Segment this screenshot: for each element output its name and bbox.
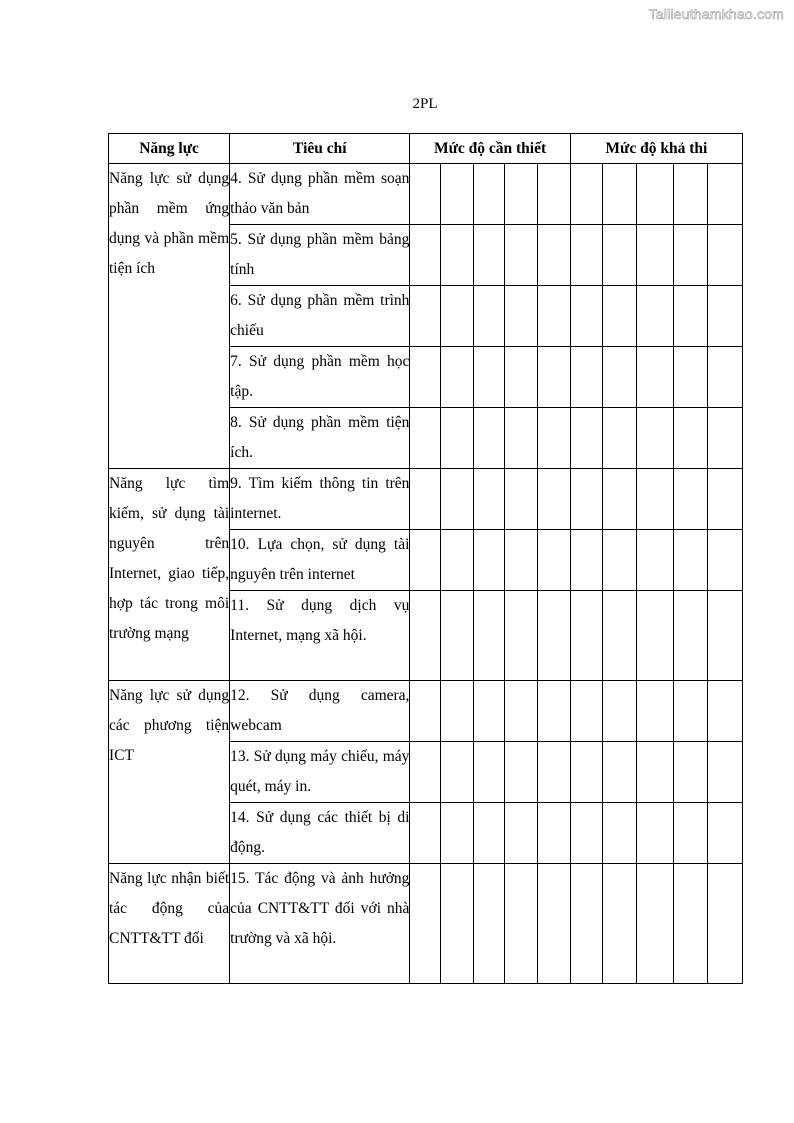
rating-cell[interactable] — [537, 742, 570, 803]
rating-cell[interactable] — [673, 347, 707, 408]
rating-cell[interactable] — [504, 681, 537, 742]
rating-cell[interactable] — [504, 864, 537, 984]
criterion-cell: 15. Tác động và ảnh hưởng của CNTT&TT đối với nhà trường và xã hội. — [230, 864, 410, 984]
rating-cell[interactable] — [673, 591, 707, 681]
rating-cell[interactable] — [537, 681, 570, 742]
rating-cell[interactable] — [537, 347, 570, 408]
rating-cell[interactable] — [441, 864, 473, 984]
header-capacity: Năng lực — [109, 134, 230, 164]
header-feasibility: Mức độ khả thi — [570, 134, 742, 164]
rating-cell[interactable] — [636, 742, 673, 803]
rating-cell[interactable] — [636, 469, 673, 530]
rating-cell[interactable] — [410, 408, 441, 469]
rating-cell[interactable] — [504, 408, 537, 469]
header-row — [109, 134, 743, 164]
criterion-cell: 11. Sử dụng dịch vụ Internet, mạng xã hội. — [230, 591, 410, 681]
rating-cell[interactable] — [441, 681, 473, 742]
rating-cell[interactable] — [570, 864, 602, 984]
rating-cell[interactable] — [410, 469, 441, 530]
header-necessity: Mức độ cần thiết — [410, 134, 570, 164]
rating-cell[interactable] — [673, 469, 707, 530]
rating-cell[interactable] — [707, 681, 742, 742]
rating-cell[interactable] — [673, 742, 707, 803]
rating-cell[interactable] — [673, 530, 707, 591]
rating-cell[interactable] — [504, 225, 537, 286]
rating-cell[interactable] — [673, 864, 707, 984]
rating-cell[interactable] — [473, 469, 504, 530]
rating-cell[interactable] — [602, 408, 636, 469]
rating-cell[interactable] — [636, 591, 673, 681]
rating-cell[interactable] — [537, 469, 570, 530]
rating-cell[interactable] — [636, 530, 673, 591]
rating-cell[interactable] — [636, 164, 673, 225]
rating-cell[interactable] — [673, 681, 707, 742]
rating-cell[interactable] — [441, 347, 473, 408]
table-row — [109, 864, 743, 984]
criterion-cell: 6. Sử dụng phần mềm trình chiếu — [230, 286, 410, 347]
rating-cell[interactable] — [673, 408, 707, 469]
rating-cell[interactable] — [707, 591, 742, 681]
rating-cell[interactable] — [473, 591, 504, 681]
rating-cell[interactable] — [441, 469, 473, 530]
rating-cell[interactable] — [441, 742, 473, 803]
rating-cell[interactable] — [473, 803, 504, 864]
page-number: 2PL — [412, 96, 438, 112]
rating-cell[interactable] — [602, 286, 636, 347]
table-row — [109, 469, 743, 530]
criterion-cell: 13. Sử dụng máy chiếu, máy quét, máy in. — [230, 742, 410, 803]
rating-cell[interactable] — [570, 408, 602, 469]
rating-cell[interactable] — [473, 225, 504, 286]
rating-cell[interactable] — [707, 803, 742, 864]
rating-cell[interactable] — [602, 681, 636, 742]
rating-cell[interactable] — [441, 225, 473, 286]
table-row — [109, 164, 743, 225]
rating-cell[interactable] — [570, 347, 602, 408]
rating-cell[interactable] — [410, 530, 441, 591]
rating-cell[interactable] — [410, 347, 441, 408]
rating-cell[interactable] — [473, 530, 504, 591]
rating-cell[interactable] — [602, 469, 636, 530]
rating-cell[interactable] — [570, 469, 602, 530]
rating-cell[interactable] — [441, 408, 473, 469]
rating-cell[interactable] — [707, 530, 742, 591]
rating-cell[interactable] — [537, 286, 570, 347]
rating-cell[interactable] — [410, 164, 441, 225]
criterion-cell: 14. Sử dụng các thiết bị di động. — [230, 803, 410, 864]
rating-cell[interactable] — [537, 864, 570, 984]
rating-cell[interactable] — [410, 864, 441, 984]
rating-cell[interactable] — [707, 164, 742, 225]
rating-cell[interactable] — [636, 803, 673, 864]
rating-cell[interactable] — [410, 803, 441, 864]
rating-cell[interactable] — [473, 742, 504, 803]
rating-cell[interactable] — [504, 803, 537, 864]
watermark: Tailieuthamkhao.com — [648, 6, 784, 22]
rating-cell[interactable] — [537, 530, 570, 591]
rating-cell[interactable] — [441, 803, 473, 864]
table-row — [109, 681, 743, 742]
rating-cell[interactable] — [504, 591, 537, 681]
rating-cell[interactable] — [707, 864, 742, 984]
criterion-cell: 7. Sử dụng phần mềm học tập. — [230, 347, 410, 408]
rating-cell[interactable] — [707, 469, 742, 530]
rating-cell[interactable] — [504, 347, 537, 408]
rating-cell[interactable] — [441, 591, 473, 681]
rating-cell[interactable] — [673, 225, 707, 286]
rating-cell[interactable] — [504, 286, 537, 347]
rating-cell[interactable] — [636, 681, 673, 742]
rating-cell[interactable] — [504, 530, 537, 591]
rating-cell[interactable] — [570, 742, 602, 803]
rating-cell[interactable] — [673, 286, 707, 347]
rating-cell[interactable] — [570, 530, 602, 591]
rating-cell[interactable] — [441, 286, 473, 347]
rating-cell[interactable] — [570, 286, 602, 347]
rating-cell[interactable] — [473, 864, 504, 984]
rating-cell[interactable] — [636, 225, 673, 286]
rating-cell[interactable] — [410, 742, 441, 803]
rating-cell[interactable] — [570, 803, 602, 864]
rating-cell[interactable] — [537, 225, 570, 286]
criterion-cell: 12. Sử dụng camera, webcam — [230, 681, 410, 742]
criterion-cell: 5. Sử dụng phần mềm bảng tính — [230, 225, 410, 286]
rating-cell[interactable] — [602, 164, 636, 225]
rating-cell[interactable] — [673, 164, 707, 225]
rating-cell[interactable] — [570, 164, 602, 225]
rating-cell[interactable] — [707, 286, 742, 347]
rating-cell[interactable] — [410, 681, 441, 742]
criterion-cell: 10. Lựa chọn, sử dụng tài nguyên trên internet — [230, 530, 410, 591]
rating-cell[interactable] — [602, 347, 636, 408]
rating-cell[interactable] — [473, 164, 504, 225]
rating-cell[interactable] — [537, 408, 570, 469]
header-criteria: Tiêu chí — [230, 134, 410, 164]
rating-cell[interactable] — [602, 803, 636, 864]
capacity-cell: Năng lực tìm kiếm, sử dụng tài nguyên trên Internet, giao tiếp, hợp tác trong môi trường mạng — [109, 469, 230, 681]
criterion-cell: 4. Sử dụng phần mềm soạn thảo văn bản — [230, 164, 410, 225]
criterion-cell: 8. Sử dụng phần mềm tiện ích. — [230, 408, 410, 469]
rating-cell[interactable] — [473, 408, 504, 469]
rating-cell[interactable] — [602, 864, 636, 984]
rating-cell[interactable] — [473, 347, 504, 408]
rating-cell[interactable] — [504, 164, 537, 225]
rating-cell[interactable] — [441, 164, 473, 225]
rating-cell[interactable] — [473, 286, 504, 347]
capacity-cell: Năng lực sử dụng các phương tiện ICT — [109, 681, 230, 864]
rating-cell[interactable] — [602, 225, 636, 286]
rating-cell[interactable] — [473, 681, 504, 742]
rating-cell[interactable] — [602, 742, 636, 803]
rating-cell[interactable] — [504, 742, 537, 803]
rating-cell[interactable] — [410, 286, 441, 347]
rating-cell[interactable] — [441, 530, 473, 591]
rating-cell[interactable] — [537, 164, 570, 225]
rating-cell[interactable] — [537, 803, 570, 864]
rating-cell[interactable] — [636, 347, 673, 408]
rating-cell[interactable] — [602, 530, 636, 591]
rating-cell[interactable] — [570, 225, 602, 286]
rating-cell[interactable] — [707, 347, 742, 408]
rating-cell[interactable] — [410, 591, 441, 681]
criterion-cell: 9. Tìm kiếm thông tin trên internet. — [230, 469, 410, 530]
rating-cell[interactable] — [636, 286, 673, 347]
evaluation-table — [108, 133, 743, 984]
rating-cell[interactable] — [602, 591, 636, 681]
rating-cell[interactable] — [636, 864, 673, 984]
rating-cell[interactable] — [570, 681, 602, 742]
rating-cell[interactable] — [570, 591, 602, 681]
rating-cell[interactable] — [410, 225, 441, 286]
rating-cell[interactable] — [673, 803, 707, 864]
rating-cell[interactable] — [707, 225, 742, 286]
rating-cell[interactable] — [707, 742, 742, 803]
capacity-cell: Năng lực sử dụng phần mềm ứng dụng và phần mềm tiện ích — [109, 164, 230, 469]
capacity-cell: Năng lực nhận biết tác động của CNTT&TT đối — [109, 864, 230, 984]
rating-cell[interactable] — [504, 469, 537, 530]
rating-cell[interactable] — [636, 408, 673, 469]
rating-cell[interactable] — [707, 408, 742, 469]
rating-cell[interactable] — [537, 591, 570, 681]
